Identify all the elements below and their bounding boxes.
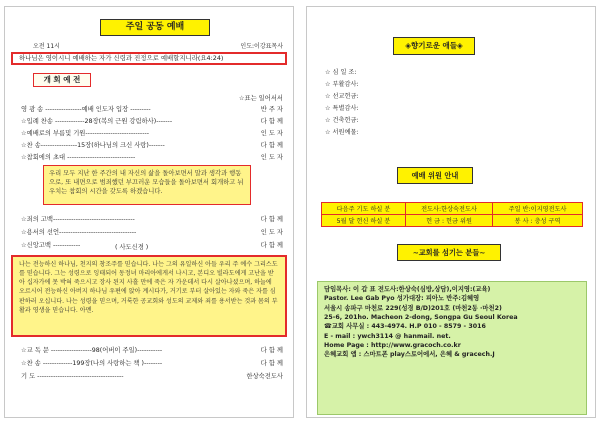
duty-table [321,202,583,227]
table-cell: 헌 금 : 헌금 위원 [405,215,492,227]
contact-line: 서울시 송파구 마천로 229(성경 B/D)201호 (마천2동 ·마천2) [324,304,502,312]
church-contact-box [317,281,587,415]
order-item: 기 도 -------------------------------------- 한상숙전도사 [21,373,283,380]
worship-bulletin-right-page [306,6,596,418]
order-item: ☆찬 송 -------------199장(나의 사랑하는 책 )-------- 다 함 께 [21,360,283,367]
offering-item: ☆ 부활감사: [325,81,359,88]
contact-line: 담임목사: 이 갑 표 전도사:한상숙(심방,상담),이지영:(교육) [324,286,491,293]
order-item: ☆예배로의 부름및 기원---------------------------- 인 도 자 [21,130,283,137]
service-time-line [33,43,283,51]
table-cell: 주일 반:이지영전도사 [493,203,583,215]
table-row [322,215,583,227]
table-row [322,203,583,215]
apostles-creed-text: 나는 전능하신 하나님, 천지의 창조주를 믿습니다. 나는 그의 유일하신 아들 우리 주 예수 그리스도를 믿습니다. 그는 성령으로 잉태되어 동정녀 마리아에게서 나시고, 본디오 빌라도에게 고난을 받아 십자가에 못 박혀 죽으시고 장사 된지 사흘 만에 죽은 자 가운데서 다시 살아나셨으며, 하늘에 오르시어 전능하신 아버지 하나님 우편에 앉아 계시다가, 거기로 부터 살아있는 자와 죽은 자를 심판하러 오십니다. 나는 성령을 믿으며, 거룩한 공교회와 성도의 교제와 죄를 용서받는 것과 몸의 부활과 영생을 믿습니다. 아멘. [11,255,287,337]
offering-item: ☆ 건축헌금: [325,117,359,124]
creed-label: ( 사도신경 ) [115,244,149,251]
order-item: ☆신앙고백 ------------ 다 함 께 [21,242,283,249]
table-cell: 다음주 기도 하실 분 [322,203,406,215]
order-item: ☆참회에의 초대 ------------------------------ 인 도 자 [21,154,283,161]
contact-line: Pastor. Lee Gab Pyo 성가대장: 피아노 반주:김혜영 [324,295,480,303]
order-item: 영 광 송 ----------------예배 인도자 입장 --------- 반 주 자 [21,106,283,113]
offering-item: ☆ 특별감사: [325,105,359,112]
contact-line: 25-6, 201ho. Macheon 2-dong, Songpa Gu Seoul Korea [324,313,518,321]
order-item: ☆죄의 고백------------------------------------ 다 함 께 [21,216,283,223]
worship-committee-heading: 예배 위원 안내 [397,167,473,184]
service-leader: 인도:이강표목사 [240,43,283,50]
table-cell: 5월 달 헌신 하실 분 [322,215,406,227]
theme-verse: 하나님은 영이시니 예배하는 자가 신령과 진정으로 예배할지니라(요4:24) [11,52,287,65]
opening-rites-heading: 개 회 예 전 [33,73,91,87]
worship-title: 주일 공동 예배 [100,19,210,36]
offering-item: ☆ 서원예물: [325,129,359,136]
order-item: ☆용서의 선언---------------------------------- 인 도 자 [21,229,283,236]
contact-line: ☎교회 사무실 : 443-4974. H.P 010 - 8579 - 3016 [324,323,486,331]
order-item: ☆찬 송----------------15장(하나님의 크신 사랑)------- 다 함 께 [21,142,283,149]
table-cell: 전도사:한상숙전도사 [405,203,492,215]
confession-invitation-text: 우리 모두 지난 한 주간의 내 자신의 삶을 돌아보면서 말과 생각과 행동으로, 또 내면으로 범죄했던 부끄러운 모습들을 돌아보면서 회개하고 뉘우치는 참회의 시간을 갖도록 하겠습니다. [43,165,251,205]
offering-item: ☆ 선교헌금: [325,93,359,100]
contact-homepage: Home Page : http://www.gracoch.co.kr [324,341,461,349]
church-staff-heading: ~교회를 섬기는 분들~ [397,244,501,261]
service-time: 오전 11시 [33,43,60,50]
table-cell: 봉 사 : 충성 구역 [493,215,583,227]
contact-email: E - mail : ywch3114 @ hanmail. net. [324,332,451,340]
offering-item: ☆ 심 일 조: [325,69,357,76]
offering-news-heading: ◈향기로운 애들◈ [393,37,475,55]
order-item: ☆입례 찬송 -------------28장(복의 근원 강림하사)------- 다 함 께 [21,118,283,125]
worship-bulletin-left-page: 주일 공동 예배 오전 11시 인도:이강표목사 하나님은 영이시니 예배하는 자가 신령과 진정으로 예배할지니라(요4:24) 개 회 예 전 ☆표는 일어서서 영 광 송 ----------------예배 인도자 입장 --------- 반 주 자 ☆입례 찬송 -------------28장(복의 근원 강림하사)------- 다 함 께 ☆예배로의 부름및 기원---------------------------- 인 도 자 ☆찬 송----------------15장(하나님의 크신 사랑)------- 다 함 께 ☆참회에의 초대 ------------------------------ 인 도 자 우리 모두 지난 한 주간의 내 자신의 삶을 돌아보면서 말과 생각과 행동으로, 또 내면으로 범죄했던 부끄러운 모습들을 돌아보면서 회개하고 뉘우치는 참회의 시간을 갖도록 하겠습니다. ☆죄의 고백------------------------------------ 다 함 께 ☆용서의 선언---------------------------------- 인 도 자 ☆신앙고백 ------------ 다 함 께 ( 사도신경 ) 나는 전능하신 하나님, 천지의 창조주를 믿습니다. 나는 그의 유일하신 아들 우리 주 예수 그리스도를 믿습니다. 그는 성령으로 잉태되어 동정녀 마리아에게서 나시고, 본디오 빌라도에게 고난을 받아 십자가에 못 박혀 죽으시고 장사 된지 사흘 만에 죽은 자 가운데서 다시 살아나셨으며, 하늘에 오르시어 전능하신 아버지 하나님 우편에 앉아 계시다가, 거기로 부터 살아있는 자와 죽은 자를 심판하러 오십니다. 나는 성령을 믿으며, 거룩한 공교회와 성도의 교제와 죄를 용서받는 것과 몸의 부활과 영생을 믿습니다. 아멘. ☆교 독 문 ------------------98(어버이 주일)----------- 다 함 께 ☆찬 송 -------------199장(나의 사랑하는 책 )-------- 다 함 께 기 도 -------------------------------------- 한상숙전도사 [4,6,294,418]
contact-app: 은혜교회 앱 : 스마트폰 play스토어에서, 은혜 & gracech.J [324,351,495,359]
order-item: ☆교 독 문 ------------------98(어버이 주일)----------- 다 함 께 [21,347,283,354]
